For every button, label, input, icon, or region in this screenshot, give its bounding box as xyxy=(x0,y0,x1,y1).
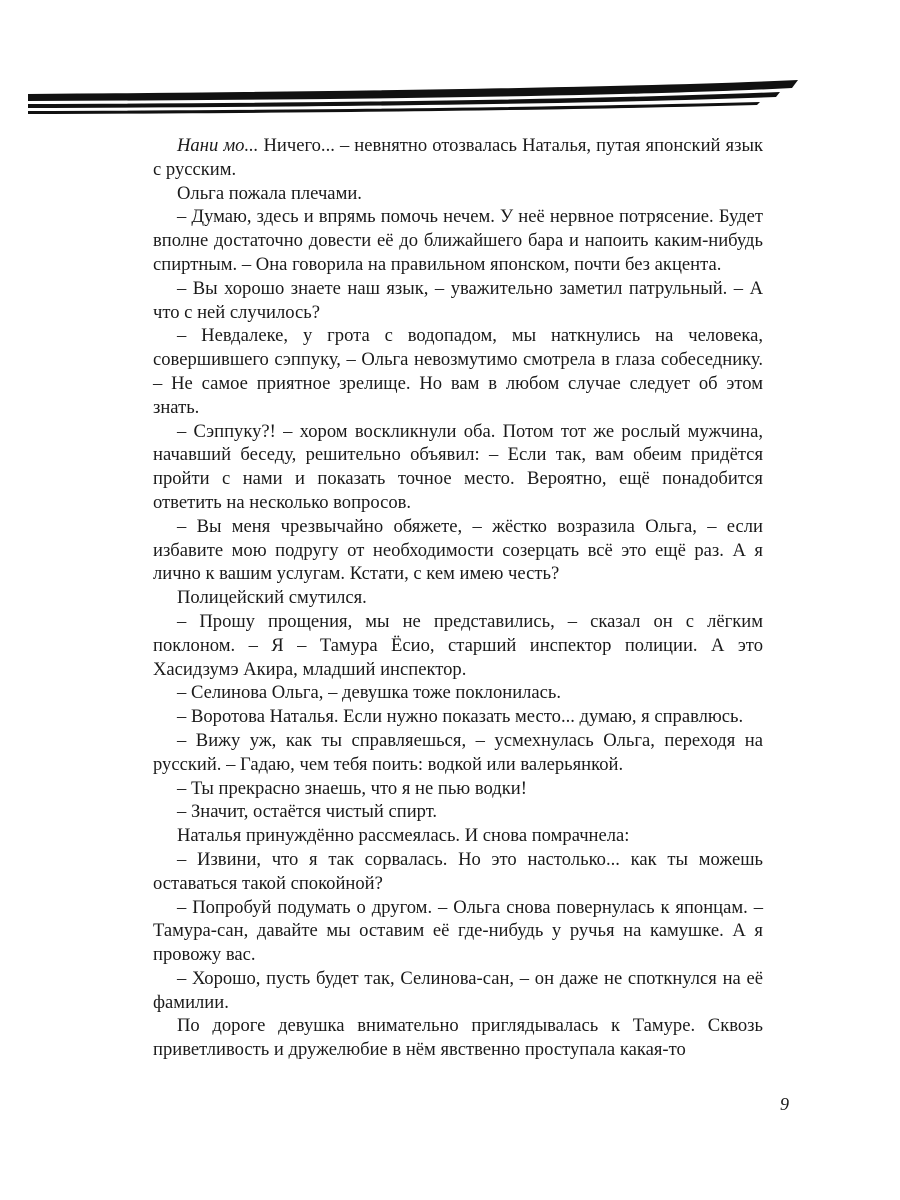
paragraph xyxy=(153,705,763,729)
paragraph-text: – Значит, остаётся чистый спирт. xyxy=(177,801,438,823)
paragraph xyxy=(153,1014,763,1062)
paragraph-text: – Селинова Ольга, – девушка тоже поклонилась. xyxy=(177,682,562,704)
paragraph xyxy=(153,824,763,848)
page-number: 9 xyxy=(780,1094,789,1114)
paragraph xyxy=(153,515,763,586)
paragraph xyxy=(153,610,763,681)
paragraph-text: – Вижу уж, как ты справляешься, – усмехнулась Ольга, переходя на русский. – Гадаю, чем тебя поить: водкой или валерьянкой. xyxy=(153,729,763,775)
paragraph-text: – Думаю, здесь и впрямь помочь нечем. У неё нервное потрясение. Будет вполне достаточно довести её до ближайшего бара и напоить каким-нибудь спиртным. – Она говорила на правильном японском, почти без акцента. xyxy=(153,206,763,275)
paragraph-text: – Сэппуку?! – хором воскликнули оба. Потом тот же рослый мужчина, начавший беседу, решительно объявил: – Если так, вам обеим придётся пройти с нами и показать точное место. Вероятно, ещё понадобится ответить на несколько вопросов. xyxy=(153,420,763,513)
header-ornament xyxy=(0,70,900,120)
paragraph-text: – Вы хорошо знаете наш язык, – уважительно заметил патрульный. – А что с ней случилось? xyxy=(153,277,763,323)
paragraph xyxy=(153,800,763,824)
paragraph xyxy=(153,681,763,705)
paragraph-text: – Хорошо, пусть будет так, Селинова-сан, – он даже не споткнулся на её фамилии. xyxy=(153,967,763,1013)
paragraph-text: – Воротова Наталья. Если нужно показать место... думаю, я справлюсь. xyxy=(177,706,744,728)
paragraph-text: Наталья принуждённо рассмеялась. И снова помрачнела: xyxy=(177,825,630,847)
paragraph-text: – Прошу прощения, мы не представились, – сказал он с лёгким поклоном. – Я – Тамура Ёсио, старший инспектор полиции. А это Хасидзумэ Акира, младший инспектор. xyxy=(153,610,763,680)
paragraph xyxy=(153,967,763,1015)
paragraph-text: Ольга пожала плечами. xyxy=(177,182,362,204)
paragraph xyxy=(153,896,763,967)
paragraph xyxy=(153,182,763,206)
paragraph-text: Ничего... – невнятно отозвалась Наталья, путая японский язык с русским. xyxy=(153,135,763,180)
paragraph xyxy=(153,277,763,325)
paragraph xyxy=(153,777,763,801)
page-body-text xyxy=(153,134,763,1062)
paragraph xyxy=(153,134,763,182)
paragraph-text: – Попробуй подумать о другом. – Ольга снова повернулась к японцам. – Тамура-сан, давайте мы оставим её где-нибудь у ручья на камушке. А я провожу вас. xyxy=(153,896,763,966)
paragraph-text: – Ты прекрасно знаешь, что я не пью водки! xyxy=(177,777,527,799)
paragraph-text: – Невдалеке, у грота с водопадом, мы наткнулись на человека, совершившего сэппуку, – Ольга невозмутимо смотрела в глаза собеседнику. – Не самое приятное зрелище. Но вам в любом случае следует об этом знать. xyxy=(153,325,763,418)
paragraph-text: – Вы меня чрезвычайно обяжете, – жёстко возразила Ольга, – если избавите мою подругу от необходимости созерцать всё это ещё раз. А я лично к вашим услугам. Кстати, с кем имею честь? xyxy=(153,515,763,585)
paragraph xyxy=(153,729,763,777)
paragraph xyxy=(153,848,763,896)
paragraph xyxy=(153,205,763,276)
paragraph-text: – Извини, что я так сорвалась. Но это настолько... как ты можешь оставаться такой спокойной? xyxy=(153,848,763,894)
paragraph xyxy=(153,420,763,515)
paragraph xyxy=(153,586,763,610)
emphasized-phrase: Нани мо... xyxy=(177,135,259,156)
paragraph-text: Полицейский смутился. xyxy=(177,587,367,609)
paragraph-text: По дороге девушка внимательно приглядывалась к Тамуре. Сквозь приветливость и дружелюбие в нём явственно проступала какая-то xyxy=(153,1015,763,1061)
paragraph xyxy=(153,324,763,419)
